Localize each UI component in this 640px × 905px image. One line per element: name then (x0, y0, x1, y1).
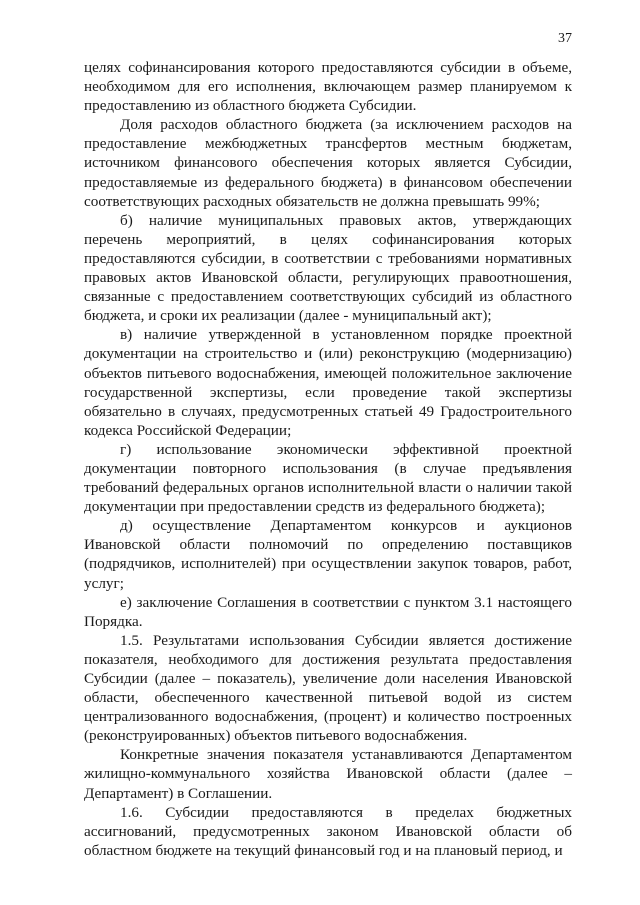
document-body (84, 58, 572, 860)
paragraph-section-1-5: 1.5. Результатами использования Субсидии является достижение показателя, необходимого для достижения результата предоставления Субсидии (далее – показатель), увеличение доли населения Ивановской области, обеспеченного качественной питьевой водой из систем централизованного водоснабжения, (процент) и количество построенных (реконструированных) объектов питьевого водоснабжения. (84, 631, 572, 745)
paragraph-budget-share: Доля расходов областного бюджета (за исключением расходов на предоставление межбюджетных трансфертов местным бюджетам, источником финансового обеспечения которых является Субсидии, предоставляемые из федерального бюджета) в финансовом обеспечении соответствующих расходных обязательств не должна превышать 99%; (84, 116, 572, 210)
paragraph-item-b: б) наличие муниципальных правовых актов, утверждающих перечень мероприятий, в целях софинансирования которых предоставляются субсидии, в соответствии с требованиями нормативных правовых актов Ивановской области, регулирующих правоотношения, связанные с предоставлением соответствующих субсидий из областного бюджета, и сроки их реализации (далее - муниципальный акт); (84, 211, 572, 325)
paragraph-item-g: г) использование экономически эффективной проектной документации повторного использования (в случае предъявления требований федеральных органов исполнительной власти о наличии такой документации при предоставлении средств из федерального бюджета); (84, 440, 572, 516)
page-number: 37 (558, 31, 572, 46)
paragraph-item-e: е) заключение Соглашения в соответствии с пунктом 3.1 настоящего Порядка. (84, 593, 572, 630)
paragraph-item-v: в) наличие утвержденной в установленном порядке проектной документации на строительство и (или) реконструкцию (модернизацию) объектов питьевого водоснабжения, имеющей положительное заключение государственной экспертизы, если проведение такой экспертизы обязательно в случаях, предусмотренных статьей 49 Градостроительного кодекса Российской Федерации; (84, 326, 572, 439)
paragraph-continuation: целях софинансирования которого предоставляются субсидии в объеме, необходимом для его исполнения, включающем размер планируемом к предоставлению из областного бюджета Субсидии. (84, 59, 572, 115)
paragraph-indicator-values: Конкретные значения показателя устанавливаются Департаментом жилищно-коммунального хозяйства Ивановской области (далее – Департамент) в Соглашении. (84, 746, 572, 802)
paragraph-section-1-6: 1.6. Субсидии предоставляются в пределах бюджетных ассигнований, предусмотренных законом Ивановской области об областном бюджете на текущий финансовый год и на плановый период, и (84, 803, 572, 859)
paragraph-item-d: д) осуществление Департаментом конкурсов и аукционов Ивановской области полномочий по определению поставщиков (подрядчиков, исполнителей) при осуществлении закупок товаров, работ, услуг; (84, 517, 572, 592)
